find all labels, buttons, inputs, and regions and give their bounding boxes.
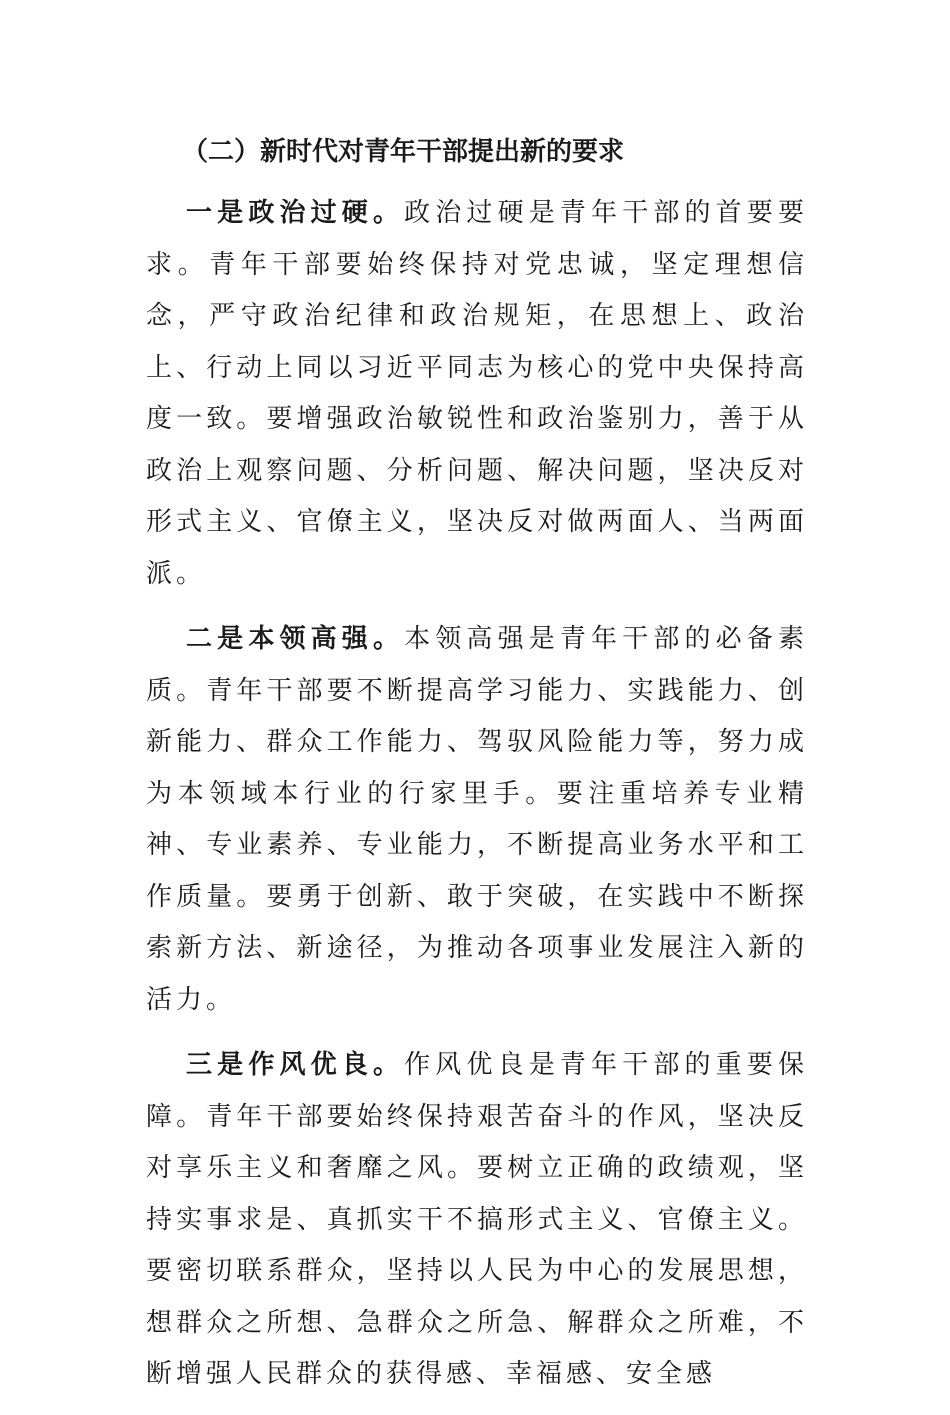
paragraph-lead: 二是本领高强。 [186, 624, 405, 654]
paragraph-conduct [146, 1040, 808, 1401]
paragraph-body: 政治过硬是青年干部的首要要求。青年干部要始终保持对党忠诚，坚定理想信念，严守政治纪律和政治规矩，在思想上、政治上、行动上同以习近平同志为核心的党中央保持高度一致。要增强政治敏锐性和政治鉴别力，善于从政治上观察问题、分析问题、解决问题，坚决反对形式主义、官僚主义，坚决反对做两面人、当两面派。 [146, 198, 808, 589]
paragraph-lead: 三是作风优良。 [186, 1050, 405, 1080]
document-page [146, 128, 808, 1415]
paragraph-body: 作风优良是青年干部的重要保障。青年干部要始终保持艰苦奋斗的作风，坚决反对享乐主义和奢靡之风。要树立正确的政绩观，坚持实事求是、真抓实干不搞形式主义、官僚主义。要密切联系群众，坚持以人民为中心的发展思想，想群众之所想、急群众之所急、解群众之所难，不断增强人民群众的获得感、幸福感、安全感 [146, 1050, 808, 1389]
paragraph-body: 本领高强是青年干部的必备素质。青年干部要不断提高学习能力、实践能力、创新能力、群众工作能力、驾驭风险能力等，努力成为本领域本行业的行家里手。要注重培养专业精神、专业素养、专业能力，不断提高业务水平和工作质量。要勇于创新、敢于突破，在实践中不断探索新方法、新途径，为推动各项事业发展注入新的活力。 [146, 624, 808, 1015]
section-heading: （二）新时代对青年干部提出新的要求 [182, 137, 625, 167]
paragraph-capability [146, 614, 808, 1026]
paragraph-lead: 一是政治过硬。 [186, 198, 405, 228]
paragraph-political [146, 188, 808, 600]
